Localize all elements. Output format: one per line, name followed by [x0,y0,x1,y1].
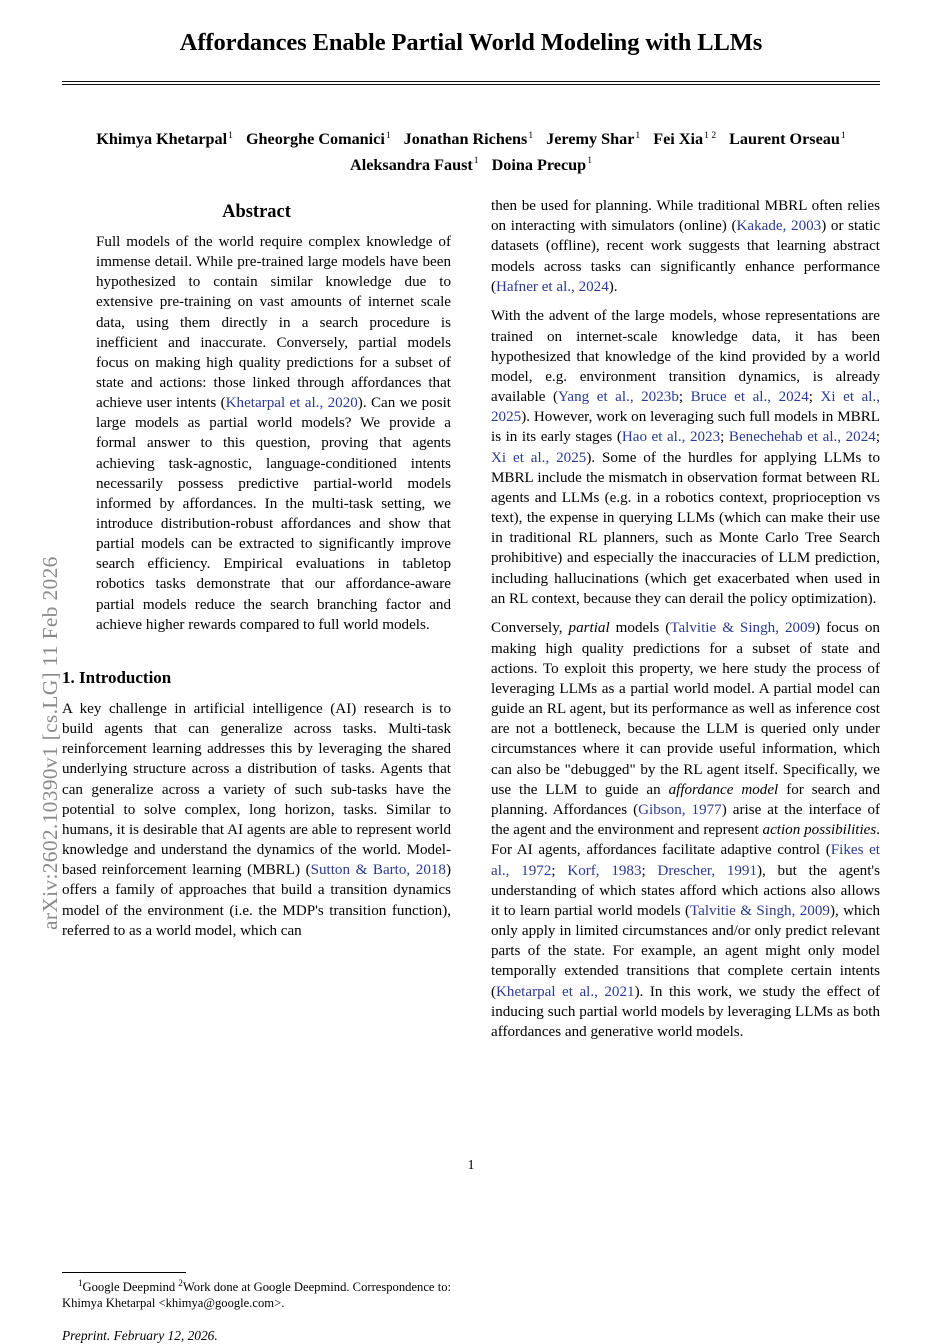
citation-link[interactable]: Sutton & Barto, 2018 [310,862,446,879]
page-title: Affordances Enable Partial World Modeling with LLMs [179,29,763,56]
author-affiliation-marker: 1 [473,155,479,167]
author-affiliation-marker: 1 [840,130,846,141]
abstract-text: Full models of the world require complex knowledge of immense detail. While pre-trained large models have been hypothesized to contain similar knowledge due to extensive pre-training on vast amounts of internet scale data, using them directly in a search procedure is inefficient and inaccurate. Conversely, partial models focus on making high quality predictions for a subset of state and actions: those linked through affordances that achieve user intents (Khetarpal et al., 2020). Can we posit large models as partial world models? We provide a formal answer to this question, proving that agents achieving task-agnostic, language-conditioned intents necessarily possess predictive partial-world models informed by affordances. In the multi-task setting, we introduce distribution-robust affordances and show that partial models can be extracted to significantly improve search efficiency. Empirical evaluations in tabletop robotics tasks demonstrate that our affordance-aware partial models reduce the search branching factor and achieve higher rewards compared to full world models. [96,234,451,633]
abstract-heading: Abstract [222,202,291,222]
author-name: Jonathan Richens$^1$ [403,130,534,149]
footnote-marker-2: 2 [178,1277,183,1288]
author-list [62,127,880,177]
author-affiliation-marker: 1 [528,130,534,141]
citation-link[interactable]: Benechehab et al., 2024 [728,429,876,446]
intro-paragraph-1: A key challenge in artificial intelligence (AI) research is to build agents that can generalize across tasks. Multi-task reinforcement learning addresses this by leveraging the shared underlying structure across a distribution of tasks. Agents that can generalize across a variety of such sub-tasks have the potential to solve complex, long horizon, tasks. Similar to humans, it is desirable that AI agents are able to represent world knowledge and understand the dynamics of the world. Model-based reinforcement learning (MBRL) (Sutton & Barto, 2018) offers a family of approaches that build a transition dynamics model of the environment (i.e. the MDP's transition function), referred to as a world model, which can [62,700,451,939]
author-name: Khimya Khetarpal$^1$ [96,130,233,149]
citation-link[interactable]: Xi et al., 2025 [491,389,880,426]
author-line-1 [96,130,845,148]
two-column-body [62,196,881,1343]
citation-link[interactable]: Fikes et al., 1972 [491,842,880,879]
emphasis-text: action possibilities [762,822,877,839]
author-name: Aleksandra Faust$^1$ [350,155,479,174]
citation-link[interactable]: Hao et al., 2023 [621,429,721,446]
citation-link[interactable]: Xi et al., 2025 [491,449,587,466]
preprint-note: Preprint. February 12, 2026. [62,1327,218,1343]
author-affiliation-marker: 1 [385,130,391,141]
author-affiliation-marker: 1 [587,155,592,167]
footnote-marker-1: 1 [78,1277,83,1288]
author-name: Gheorghe Comanici$^1$ [245,130,391,149]
citation-link[interactable]: Khetarpal et al., 2021 [496,983,635,1000]
title-divider-rule [62,81,880,85]
right-paragraph-1: then be used for planning. While traditional MBRL often relies on interacting with simulators (online) (Kakade, 2003) or static datasets (offline), recent work suggests that learning abstract models across tasks can significantly enhance performance (Hafner et al., 2024). [491,198,881,295]
footnote-text: $^1$Google Deepmind $^2$Work done at Google Deepmind. Correspondence to: Khimya Khetarpal <khimya@google.com>. [62,1277,451,1311]
citation-link[interactable]: Talvitie & Singh, 2009 [689,902,830,919]
citation-link[interactable]: Kakade, 2003 [736,218,822,235]
footnote-rule [62,1272,186,1273]
author-line-2 [350,156,592,174]
emphasis-text: partial [568,620,610,637]
citation-link[interactable]: Talvitie & Singh, 2009 [670,620,816,637]
section-heading-introduction: 1. Introduction [62,667,172,687]
citation-link[interactable]: Khetarpal et al., 2020 [225,395,358,412]
arxiv-stamp-text: arXiv:2602.10390v1 [cs.LG] 11 Feb 2026 [38,556,62,930]
author-affiliation-marker: 1 2 [704,130,717,141]
citation-link[interactable]: Gibson, 1977 [638,801,722,818]
citation-link[interactable]: Drescher, 1991 [657,862,758,879]
citation-link[interactable]: Yang et al., 2023b [558,389,679,406]
citation-link[interactable]: Hafner et al., 2024 [496,278,609,295]
citation-link[interactable]: Bruce et al., 2024 [690,389,809,406]
right-paragraph-3: Conversely, partial models (Talvitie & Singh, 2009) focus on making high quality predictions for a subset of state and actions. To exploit this property, we here study the process of leveraging LLMs as a partial world model. A partial model can guide an RL agent, but its performance as well as inference cost are not a bottleneck, because the LLM is queried only under circumstances where it can provide useful information, which can also be "debugged" by the RL agent itself. Specifically, we use the LLM to guide an affordance model for search and planning. Affordances (Gibson, 1977) arise at the interface of the agent and the environment and represent action possibilities. For AI agents, affordances facilitate adaptive control (Fikes et al., 1972; Korf, 1983; Drescher, 1991), but the agent's understanding of which states afford which actions also allows it to learn partial world models (Talvitie & Singh, 2009), which only apply in limited circumstances and/or only predict relevant parts of the state. For example, an agent might only model temporally extended transitions that complete certain intents (Khetarpal et al., 2021). In this work, we study the effect of inducing such partial world models by leveraging LLMs as both affordances and generative world models. [491,620,881,1040]
arxiv-stamp [0,0,60,1200]
author-name: Laurent Orseau$^1$ [729,130,846,149]
citation-link[interactable]: Korf, 1983 [567,862,642,879]
author-affiliation-marker: 1 [228,130,233,141]
author-name: Doina Precup$^1$ [491,155,592,174]
right-column [491,196,880,1156]
left-column [62,196,451,1343]
paper-page [62,0,881,1343]
emphasis-text: affordance model [668,781,779,798]
right-paragraph-2: With the advent of the large models, whose representations are trained on internet-scale knowledge data, it has been hypothesized that knowledge of the kind provided by a world model, e.g. environment transition dynamics, is already available (Yang et al., 2023b; Bruce et al., 2024; Xi et al., 2025). However, work on leveraging such full models in MBRL is in its early stages (Hao et al., 2023; Benechehab et al., 2024; Xi et al., 2025). Some of the hurdles for applying LLMs to MBRL include the mismatch in observation format between RL agents and LLMs (e.g. in a robotics context, proprioception vs text), the expense in querying LLMs (which can make their use in traditional RL planners, such as Monte Carlo Tree Search prohibitive) and especially the inaccuracies of LLM prediction, including hallucinations (which get exacerbated when used in an RL context, because they can derail the policy optimization). [491,308,881,607]
footnote-block [62,1272,451,1344]
author-name: Fei Xia$^{1 2}$ [653,130,717,149]
author-affiliation-marker: 1 [635,130,641,141]
author-name: Jeremy Shar$^1$ [546,130,641,149]
page-number: 1 [467,1158,475,1173]
